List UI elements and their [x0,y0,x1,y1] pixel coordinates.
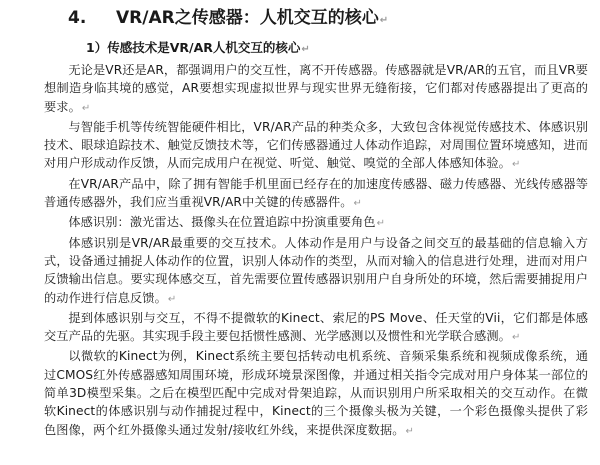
subsection-title: 1）传感技术是VR/AR人机交互的核心 [86,40,301,55]
paragraph-mark-icon: ↵ [301,44,310,55]
body-paragraph: 无论是VR还是AR，都强调用户的交互性，离不开传感器。传感器就是VR/AR的五官，而且VR要想制造身临其境的感觉，AR要想实现虚拟世界与现实世界无缝衔接，它们都对传感器提出了更高的要求。↵ [44,63,588,114]
paragraph-mark-icon: ↵ [379,15,389,26]
body-paragraph: 提到体感识别与交互，不得不提微软的Kinect、索尼的PS Move、任天堂的Vii，它们都是体感交互产品的先驱。其实现手段主要包括惯性感测、光学感测以及惯性和光学联合感测。↵ [44,310,588,344]
paragraph-mark-icon: ↵ [511,159,521,171]
paragraph-mark-icon: ↵ [511,332,521,344]
paragraph-mark-icon: ↵ [167,293,177,305]
paragraph-mark-icon: ↵ [376,218,386,230]
section-heading [68,6,588,33]
paragraph-mark-icon: ↵ [353,198,363,210]
paragraph-mark-icon: ↵ [81,102,91,114]
subsection-heading [86,39,588,59]
body-paragraph: 在VR/AR产品中，除了拥有智能手机里面已经存在的加速度传感器、磁力传感器、光线传感器等普通传感器外，我们应当重视VR/AR中关键的传感器件。↵ [44,176,588,210]
body-paragraph: 以微软的Kinect为例，Kinect系统主要包括转动电机系统、音频采集系统和视频成像系统，通过CMOS红外传感器感知周围环境，形成环境景深图像，并通过相关指令完成对用户身体某一部位的简单3D模型采集。之后在模型匹配中完成对骨架追踪，从而识别用户所采取相关的交互动作。在微软Kinect的体感识别与动作捕捉过程中，Kinect的三个摄像头极为关键，一个彩色摄像头提供了彩色图像，两个红外摄像头通过发射/接收红外线，来提供深度数据。↵ [44,349,588,437]
section-number: 4. [68,8,87,28]
body-paragraph: 体感识别是VR/AR最重要的交互技术。人体动作是用户与设备之间交互的最基础的信息输入方式，设备通过捕捉人体动作的位置，识别人体动作的类型，从而对输入的信息进行处理，进而对用户反馈输出信息。要实现体感交互，首先需要位置传感器识别用户自身所处的环境，然后需要捕捉用户的动作进行信息反馈。↵ [44,235,588,305]
section-title: VR/AR之传感器：人机交互的核心 [116,8,379,28]
body-paragraph: 与智能手机等传统智能硬件相比，VR/AR产品的种类众多，大致包含体视觉传感技术、体感识别技术、眼球追踪技术、触觉反馈技术等，它们传感器通过人体动作追踪，对周围位置环境感知，进而对用户形成动作反馈，从而完成用户在视觉、听觉、触觉、嗅觉的全部人体感知体验。↵ [44,119,588,171]
body-paragraph-subtopic: 体感识别：激光雷达、摄像头在位置追踪中扮演重要角色↵ [68,215,386,230]
paragraph-mark-icon: ↵ [405,425,415,437]
